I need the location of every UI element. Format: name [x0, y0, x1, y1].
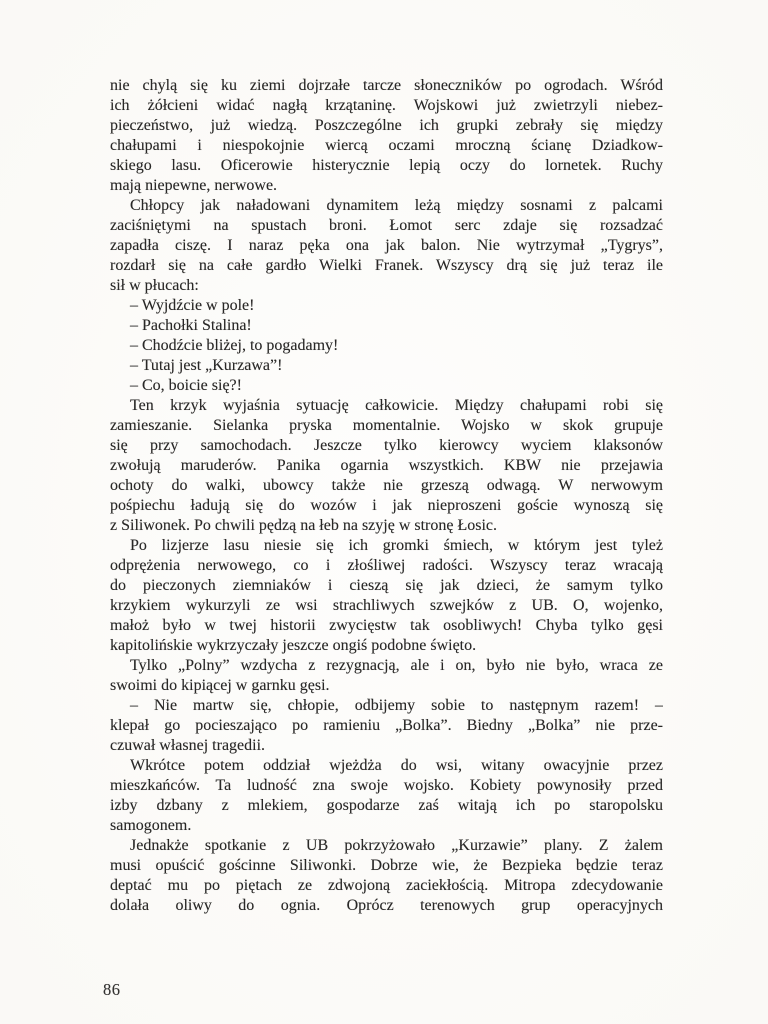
text-line: – Pachołki Stalina!: [130, 317, 252, 334]
text-line: Po lizjerze lasu niesie się ich gromki śmiech, w którym jest tyleż: [130, 537, 663, 554]
text-line: mają niepewne, nerwowe.: [110, 177, 278, 194]
text-line: Ten krzyk wyjaśnia sytuację całkowicie. Między chałupami robi się: [130, 397, 663, 414]
text-line: izby dzbany z mlekiem, gospodarze zaś witają ich po staropolsku: [110, 797, 663, 814]
text-line: – Wyjdźcie w pole!: [130, 297, 255, 314]
text-line: zwołują maruderów. Panika ogarnia wszystkich. KBW nie przejawia: [110, 457, 663, 474]
text-line: krzykiem wykurzyli ze wsi strachliwych szwejków z UB. O, wojenko,: [110, 597, 663, 614]
body-paragraph: [110, 76, 663, 196]
text-block: [110, 76, 663, 916]
text-line: pieczeństwo, już wiedzą. Poszczególne ich grupki zebrały się między: [110, 117, 663, 134]
text-line: sił w płucach:: [110, 277, 199, 294]
text-line: – Chodźcie bliżej, to pogadamy!: [130, 337, 339, 354]
text-line: nie chylą się ku ziemi dojrzałe tarcze słoneczników po ogrodach. Wśród: [110, 77, 663, 94]
text-line: Tylko „Polny” wzdycha z rezygnacją, ale i on, było nie było, wraca ze: [130, 657, 663, 674]
text-line: mieszkańców. Ta ludność zna swoje wojsko. Kobiety powynosiły przed: [110, 777, 663, 794]
text-line: – Co, boicie się?!: [130, 377, 242, 394]
dialogue-paragraph: [110, 316, 663, 336]
text-line: odprężenia nerwowego, co i złośliwej radości. Wszyscy teraz wracają: [110, 557, 663, 574]
text-line: skiego lasu. Oficerowie histerycznie lepią oczy do lornetek. Ruchy: [110, 157, 663, 174]
text-line: dolała oliwy do ognia. Oprócz terenowych grup operacyjnych: [110, 897, 663, 914]
text-line: samogonem.: [110, 817, 192, 834]
text-line: Chłopcy jak naładowani dynamitem leżą między sosnami z palcami: [130, 197, 663, 214]
text-line: zamieszanie. Sielanka pryska momentalnie. Wojsko w skok grupuje: [110, 417, 663, 434]
text-line: – Nie martw się, chłopie, odbijemy sobie to następnym razem! –: [130, 697, 663, 714]
text-line: ich żółcieni widać nagłą krzątaninę. Wojskowi już zwietrzyli niebez-: [110, 97, 663, 114]
dialogue-paragraph: [110, 376, 663, 396]
dialogue-paragraph: [110, 296, 663, 316]
page-number: 86: [103, 980, 121, 999]
text-line: musi opuścić gościnne Siliwonki. Dobrze wie, że Bezpieka będzie teraz: [110, 857, 663, 874]
dialogue-paragraph: [110, 696, 663, 756]
text-line: deptać mu po piętach ze zdwojoną zaciekłością. Mitropa zdecydowanie: [110, 877, 663, 894]
text-line: swoimi do kipiącej w garnku gęsi.: [110, 677, 330, 694]
text-line: Jednakże spotkanie z UB pokrzyżowało „Kurzawie” plany. Z żalem: [130, 837, 663, 854]
body-paragraph: [110, 656, 663, 696]
text-line: pośpiechu ładują się do wozów i jak nieproszeni goście wynoszą się: [110, 497, 663, 514]
text-line: chałupami i niespokojnie wiercą oczami mroczną ścianę Dziadkow-: [110, 137, 663, 154]
text-line: Wkrótce potem oddział wjeżdża do wsi, witany owacyjnie przez: [130, 757, 663, 774]
text-line: zaciśniętymi na spustach broni. Łomot serc zdaje się rozsadzać: [110, 217, 663, 234]
text-line: z Siliwonek. Po chwili pędzą na łeb na szyję w stronę Łosic.: [110, 517, 498, 534]
dialogue-paragraph: [110, 356, 663, 376]
text-line: czuwał własnej tragedii.: [110, 737, 266, 754]
body-paragraph: [110, 756, 663, 836]
body-paragraph: [110, 836, 663, 916]
text-line: kapitolińskie wykrzyczały jeszcze ongiś podobne święto.: [110, 637, 477, 654]
text-line: ochoty do walki, ubowcy także nie grzeszą odwagą. W nerwowym: [110, 477, 663, 494]
text-line: rozdarł się na całe gardło Wielki Franek. Wszyscy drą się już teraz ile: [110, 257, 663, 274]
text-line: się przy samochodach. Jeszcze tylko kierowcy wyciem klaksonów: [110, 437, 663, 454]
text-line: małoż było w twej historii zwycięstw tak osobliwych! Chyba tylko gęsi: [110, 617, 663, 634]
text-line: zapadła ciszę. I naraz pęka ona jak balon. Nie wytrzymał „Tygrys”,: [110, 237, 663, 254]
text-line: klepał go pocieszająco po ramieniu „Bolka”. Biedny „Bolka” nie prze-: [110, 717, 663, 734]
text-line: – Tutaj jest „Kurzawa”!: [130, 357, 283, 374]
dialogue-paragraph: [110, 336, 663, 356]
body-paragraph: [110, 396, 663, 536]
body-paragraph: [110, 536, 663, 656]
body-paragraph: [110, 196, 663, 296]
text-line: do pieczonych ziemniaków i cieszą się jak dzieci, że samym tylko: [110, 577, 663, 594]
